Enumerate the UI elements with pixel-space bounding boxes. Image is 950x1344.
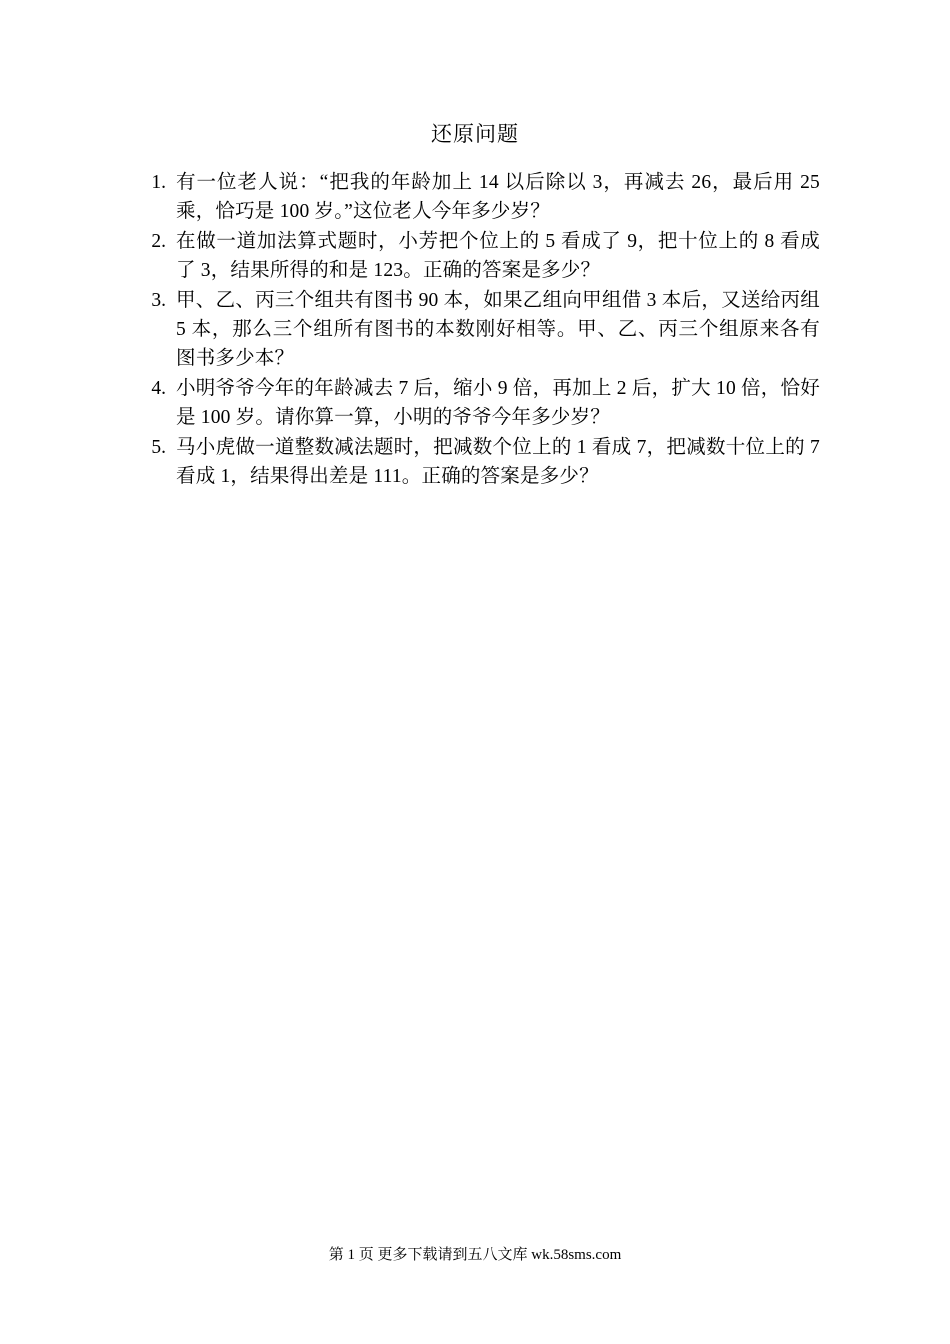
list-item-number: 4.	[151, 378, 166, 399]
list-item	[140, 286, 820, 373]
page-footer	[0, 1243, 950, 1264]
list-item	[140, 374, 820, 432]
list-item-text: 小明爷爷今年的年龄减去 7 后，缩小 9 倍，再加上 2 后，扩大 10 倍，恰好是 100 岁。请你算一算，小明的爷爷今年多少岁？	[176, 378, 820, 428]
list-item-text: 马小虎做一道整数减法题时，把减数个位上的 1 看成 7，把减数十位上的 7 看成 1，结果得出差是 111。正确的答案是多少？	[176, 437, 820, 487]
list-item-text: 甲、乙、丙三个组共有图书 90 本，如果乙组向甲组借 3 本后，又送给丙组 5 本，那么三个组所有图书的本数刚好相等。甲、乙、丙三个组原来各有图书多少本？	[176, 290, 820, 369]
list-item	[140, 168, 820, 226]
list-item-text: 有一位老人说：“把我的年龄加上 14 以后除以 3，再减去 26，最后用 25 乘，恰巧是 100 岁。”这位老人今年多少岁？	[176, 172, 820, 222]
problem-list	[140, 168, 820, 492]
list-item-number: 1.	[151, 172, 166, 193]
list-item-number: 2.	[151, 231, 166, 252]
list-item-text: 在做一道加法算式题时，小芳把个位上的 5 看成了 9，把十位上的 8 看成了 3，结果所得的和是 123。正确的答案是多少？	[176, 231, 820, 281]
list-item	[140, 227, 820, 285]
list-item-number: 3.	[151, 290, 166, 311]
list-item	[140, 433, 820, 491]
footer-text: 第 1 页 更多下载请到五八文库 wk.58sms.com	[328, 1247, 622, 1263]
page-title: 还原问题	[431, 122, 519, 146]
list-item-number: 5.	[151, 437, 166, 458]
